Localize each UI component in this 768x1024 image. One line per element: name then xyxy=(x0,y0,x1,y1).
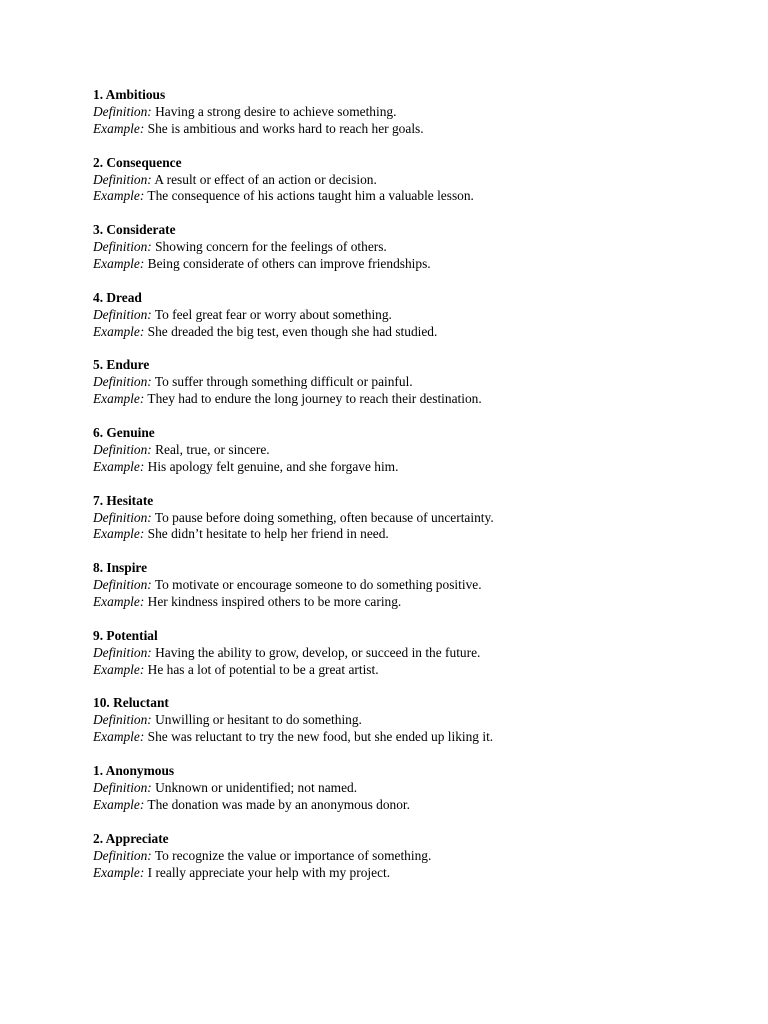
definition-label: Definition: xyxy=(93,577,152,593)
vocab-entry xyxy=(93,493,733,544)
example-label: Example: xyxy=(93,391,145,407)
definition-label: Definition: xyxy=(93,103,152,119)
example-text: She is ambitious and works hard to reach her goals. xyxy=(144,120,424,136)
definition-text: Having a strong desire to achieve something. xyxy=(151,103,397,119)
vocab-term: 2. Appreciate xyxy=(93,830,169,846)
vocab-term: 2. Consequence xyxy=(93,154,182,170)
vocab-term: 3. Considerate xyxy=(93,222,176,238)
example-label: Example: xyxy=(93,458,145,474)
definition-line xyxy=(93,172,733,189)
definition-text: Showing concern for the feelings of others. xyxy=(151,239,387,255)
definition-text: To suffer through something difficult or painful. xyxy=(151,374,413,390)
vocab-entry xyxy=(93,425,733,476)
example-line xyxy=(93,865,733,882)
example-text: She dreaded the big test, even though she had studied. xyxy=(144,323,438,339)
example-line xyxy=(93,594,733,611)
vocab-entry xyxy=(93,628,733,679)
vocab-term: 9. Potential xyxy=(93,627,158,643)
definition-label: Definition: xyxy=(93,239,152,255)
definition-line xyxy=(93,848,733,865)
definition-label: Definition: xyxy=(93,847,152,863)
definition-line xyxy=(93,374,733,391)
vocab-entry xyxy=(93,155,733,206)
vocab-entry xyxy=(93,560,733,611)
definition-label: Definition: xyxy=(93,374,152,390)
example-line xyxy=(93,729,733,746)
definition-label: Definition: xyxy=(93,712,152,728)
example-text: They had to endure the long journey to reach their destination. xyxy=(144,391,482,407)
example-text: She didn’t hesitate to help her friend in need. xyxy=(144,526,389,542)
definition-line xyxy=(93,712,733,729)
example-label: Example: xyxy=(93,594,145,610)
definition-text: Having the ability to grow, develop, or succeed in the future. xyxy=(151,644,481,660)
example-text: The donation was made by an anonymous donor. xyxy=(144,796,410,812)
definition-text: A result or effect of an action or decision. xyxy=(151,171,377,187)
definition-text: Unwilling or hesitant to do something. xyxy=(151,712,362,728)
vocab-term: 7. Hesitate xyxy=(93,492,154,508)
definition-label: Definition: xyxy=(93,644,152,660)
definition-label: Definition: xyxy=(93,171,152,187)
example-label: Example: xyxy=(93,796,145,812)
definition-label: Definition: xyxy=(93,306,152,322)
example-line xyxy=(93,526,733,543)
example-text: The consequence of his actions taught him a valuable lesson. xyxy=(144,188,474,204)
vocab-term: 5. Endure xyxy=(93,357,150,373)
definition-text: To feel great fear or worry about something. xyxy=(151,306,392,322)
definition-line xyxy=(93,510,733,527)
example-label: Example: xyxy=(93,188,145,204)
definition-label: Definition: xyxy=(93,780,152,795)
example-label: Example: xyxy=(93,729,145,745)
vocab-term: 6. Genuine xyxy=(93,425,155,441)
definition-text: Real, true, or sincere. xyxy=(151,441,270,457)
definition-line xyxy=(93,239,733,256)
example-text: Being considerate of others can improve friendships. xyxy=(144,256,431,272)
vocabulary-document xyxy=(93,87,733,898)
definition-line xyxy=(93,780,733,797)
example-label: Example: xyxy=(93,661,145,677)
example-line xyxy=(93,324,733,341)
example-label: Example: xyxy=(93,120,145,136)
example-label: Example: xyxy=(93,256,145,272)
example-line xyxy=(93,121,733,138)
vocab-entry xyxy=(93,831,733,882)
vocab-entry xyxy=(93,87,733,138)
definition-text: Unknown or unidentified; not named. xyxy=(151,780,358,795)
vocab-term: 10. Reluctant xyxy=(93,695,169,711)
example-text: I really appreciate your help with my project. xyxy=(144,864,391,880)
example-line xyxy=(93,188,733,205)
example-text: His apology felt genuine, and she forgave him. xyxy=(144,458,399,474)
definition-label: Definition: xyxy=(93,509,152,525)
vocab-term: 1. Anonymous xyxy=(93,763,175,779)
definition-line xyxy=(93,442,733,459)
vocab-entry xyxy=(93,763,733,814)
example-text: She was reluctant to try the new food, but she ended up liking it. xyxy=(144,729,494,745)
example-line xyxy=(93,256,733,273)
definition-line xyxy=(93,307,733,324)
vocab-entry xyxy=(93,357,733,408)
vocab-entry xyxy=(93,290,733,341)
example-line xyxy=(93,459,733,476)
example-label: Example: xyxy=(93,864,145,880)
definition-text: To pause before doing something, often because of uncertainty. xyxy=(151,509,494,525)
vocab-entry xyxy=(93,222,733,273)
example-text: He has a lot of potential to be a great artist. xyxy=(144,661,379,677)
example-text: Her kindness inspired others to be more caring. xyxy=(144,594,402,610)
vocab-entry xyxy=(93,695,733,746)
definition-line xyxy=(93,577,733,594)
example-line xyxy=(93,391,733,408)
example-label: Example: xyxy=(93,526,145,542)
example-line xyxy=(93,797,733,814)
definition-text: To recognize the value or importance of something. xyxy=(151,847,432,863)
vocab-term: 8. Inspire xyxy=(93,560,148,576)
definition-line xyxy=(93,645,733,662)
example-line xyxy=(93,662,733,679)
vocab-term: 1. Ambitious xyxy=(93,87,166,102)
vocab-term: 4. Dread xyxy=(93,289,142,305)
definition-text: To motivate or encourage someone to do something positive. xyxy=(151,577,482,593)
definition-line xyxy=(93,104,733,121)
example-label: Example: xyxy=(93,323,145,339)
definition-label: Definition: xyxy=(93,441,152,457)
